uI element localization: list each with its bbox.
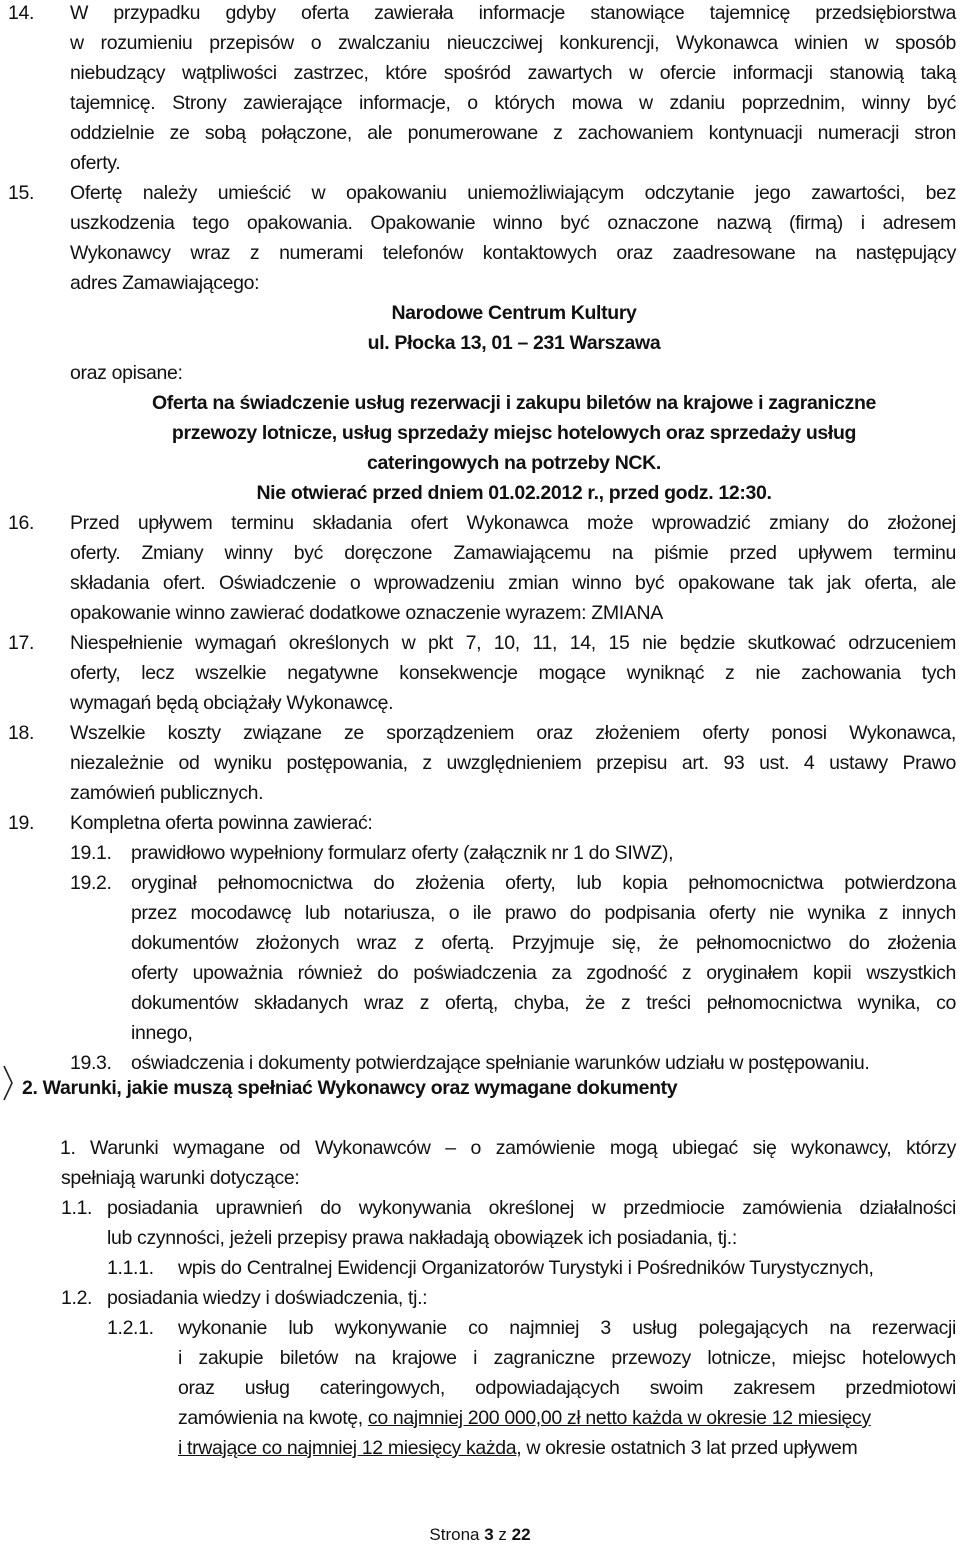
item-number: 15. xyxy=(8,182,35,204)
underlined-text: co najmniej 200 000,00 zł netto każda w okresie 12 miesięcy xyxy=(367,1407,871,1429)
text-line: Ofertę należy umieścić w opakowaniu uniemożliwiającym odczytanie jego zawartości, bez xyxy=(70,182,956,204)
text-run: , w okresie ostatnich 3 lat przed upływem xyxy=(516,1437,858,1459)
item-number: 1.1.1. xyxy=(107,1257,154,1279)
page-footer xyxy=(0,1525,960,1545)
underlined-text: i trwające co najmniej 12 miesięcy każda xyxy=(178,1437,517,1459)
sub-item-number: 19.3. xyxy=(70,1052,112,1074)
sub-item-number: 19.1. xyxy=(70,842,112,864)
text-line: oferty. Zmiany winny być doręczone Zamawiającemu na piśmie przed upływem terminu xyxy=(70,542,956,564)
text-line: posiadania uprawnień do wykonywania określonej w przedmiocie zamówienia działalności xyxy=(107,1197,956,1219)
item-number: 1. xyxy=(60,1137,76,1159)
text-line: oddzielnie ze sobą połączone, ale ponumerowane z zachowaniem kontynuacji numeracji stron xyxy=(70,122,956,144)
text-line: oferty upoważnia również do poświadczenia za zgodność z oryginałem kopii wszystkich xyxy=(131,962,956,984)
item-number: 1.1. xyxy=(61,1197,93,1219)
text-line: Wykonawcy wraz z numerami telefonów kontaktowych oraz zaadresowane na następujący xyxy=(70,242,956,264)
text-line: zamówień publicznych. xyxy=(70,782,264,804)
text-line xyxy=(178,1405,871,1431)
text-line: Kompletna oferta powinna zawierać: xyxy=(70,812,373,834)
text-line: oświadczenia i dokumenty potwierdzające spełnianie warunków udziału w postępowaniu. xyxy=(131,1052,870,1074)
text-line: tajemnicę. Strony zawierające informacje, o których mowa w zdaniu poprzednim, winny być xyxy=(70,92,956,114)
text-line: oferty, lecz wszelkie negatywne konsekwencje mogące wyniknąć z nie zachowania tych xyxy=(70,662,956,684)
address-name: Narodowe Centrum Kultury xyxy=(391,302,637,324)
item-number: 14. xyxy=(8,2,35,24)
text-line: oraz usług cateringowych, odpowiadających swoim zakresem przedmiotowi xyxy=(178,1377,956,1399)
text-line: spełniają warunki dotyczące: xyxy=(61,1167,300,1189)
footer-prefix: Strona xyxy=(429,1525,485,1544)
address-street: ul. Płocka 13, 01 – 231 Warszawa xyxy=(367,332,661,354)
text-line: uszkodzenia tego opakowania. Opakowanie winno być oznaczone nazwą (firmą) i adresem xyxy=(70,212,956,234)
text-line: i zakupie biletów na krajowe i zagraniczne przewozy lotnicze, miejsc hotelowych xyxy=(178,1347,956,1369)
item-number: 1.2. xyxy=(61,1287,93,1309)
heading-marker-icon xyxy=(0,1062,14,1104)
envelope-label-line: Oferta na świadczenie usług rezerwacji i zakupu biletów na krajowe i zagraniczne xyxy=(151,392,877,414)
item-number: 1.2.1. xyxy=(107,1317,154,1339)
text-line: oryginał pełnomocnictwa do złożenia oferty, lub kopia pełnomocnictwa potwierdzona xyxy=(131,872,956,894)
text-line: oferty. xyxy=(70,152,121,174)
item-number: 17. xyxy=(8,632,35,654)
envelope-label-line: przewozy lotnicze, usług sprzedaży miejsc hotelowych oraz sprzedaży usług xyxy=(171,422,857,444)
text-line: dokumentów składanych wraz z ofertą, chyba, że z treści pełnomocnictwa wynika, co xyxy=(131,992,956,1014)
text-line: składania ofert. Oświadczenie o wprowadzeniu zmian winno być opakowane tak jak oferta, ale xyxy=(70,572,956,594)
text-line: innego, xyxy=(131,1022,193,1044)
item-number: 16. xyxy=(8,512,35,534)
text-line: przez mocodawcę lub notariusza, o ile prawo do podpisania oferty nie wynika z innych xyxy=(131,902,956,924)
page-number: 3 xyxy=(484,1525,494,1544)
text-line xyxy=(178,1435,857,1461)
text-line: lub czynności, jeżeli przepisy prawa nakładają obowiązek ich posiadania, tj.: xyxy=(107,1227,737,1249)
text-line: Niespełnienie wymagań określonych w pkt 7, 10, 11, 14, 15 nie będzie skutkować odrzuceniem xyxy=(70,632,956,654)
text-line: Warunki wymagane od Wykonawców – o zamówienie mogą ubiegać się wykonawcy, którzy xyxy=(90,1137,956,1159)
envelope-label-line: Nie otwierać przed dniem 01.02.2012 r., przed godz. 12:30. xyxy=(256,482,772,504)
text-line: opakowanie winno zawierać dodatkowe oznaczenie wyrazem: ZMIANA xyxy=(70,602,663,624)
text-line: W przypadku gdyby oferta zawierała informacje stanowiące tajemnicę przedsiębiorstwa xyxy=(70,2,956,24)
section-heading: 2. Warunki, jakie muszą spełniać Wykonawcy oraz wymagane dokumenty xyxy=(22,1077,678,1099)
text-line: w rozumieniu przepisów o zwalczaniu nieuczciwej konkurencji, Wykonawca winien w sposób xyxy=(70,32,956,54)
text-line: Wszelkie koszty związane ze sporządzeniem oraz złożeniem oferty ponosi Wykonawca, xyxy=(70,722,956,744)
text-run: zamówienia na kwotę, xyxy=(178,1407,368,1429)
text-line: adres Zamawiającego: xyxy=(70,272,260,294)
sub-item-number: 19.2. xyxy=(70,872,112,894)
page-total: 22 xyxy=(511,1525,531,1544)
item-number: 19. xyxy=(8,812,35,834)
text-line: oraz opisane: xyxy=(70,362,183,384)
text-line: dokumentów złożonych wraz z ofertą. Przyjmuje się, że pełnomocnictwo do złożenia xyxy=(131,932,956,954)
item-number: 18. xyxy=(8,722,35,744)
text-line: prawidłowo wypełniony formularz oferty (załącznik nr 1 do SIWZ), xyxy=(131,842,674,864)
envelope-label-line: cateringowych na potrzeby NCK. xyxy=(367,452,661,474)
text-line: wymagań będą obciążały Wykonawcę. xyxy=(70,692,394,714)
text-line: niebudzący wątpliwości zastrzec, które spośród zawartych w ofercie informacji stanowią taką xyxy=(70,62,956,84)
text-line: niezależnie od wyniku postępowania, z uwzględnieniem przepisu art. 93 ust. 4 ustawy Prawo xyxy=(70,752,956,774)
text-line: Przed upływem terminu składania ofert Wykonawca może wprowadzić zmiany do złożonej xyxy=(70,512,956,534)
footer-middle: z xyxy=(493,1525,512,1544)
text-line: wpis do Centralnej Ewidencji Organizatorów Turystyki i Pośredników Turystycznych, xyxy=(178,1257,874,1279)
text-line: posiadania wiedzy i doświadczenia, tj.: xyxy=(107,1287,428,1309)
text-line: wykonanie lub wykonywanie co najmniej 3 usług polegających na rezerwacji xyxy=(178,1317,956,1339)
